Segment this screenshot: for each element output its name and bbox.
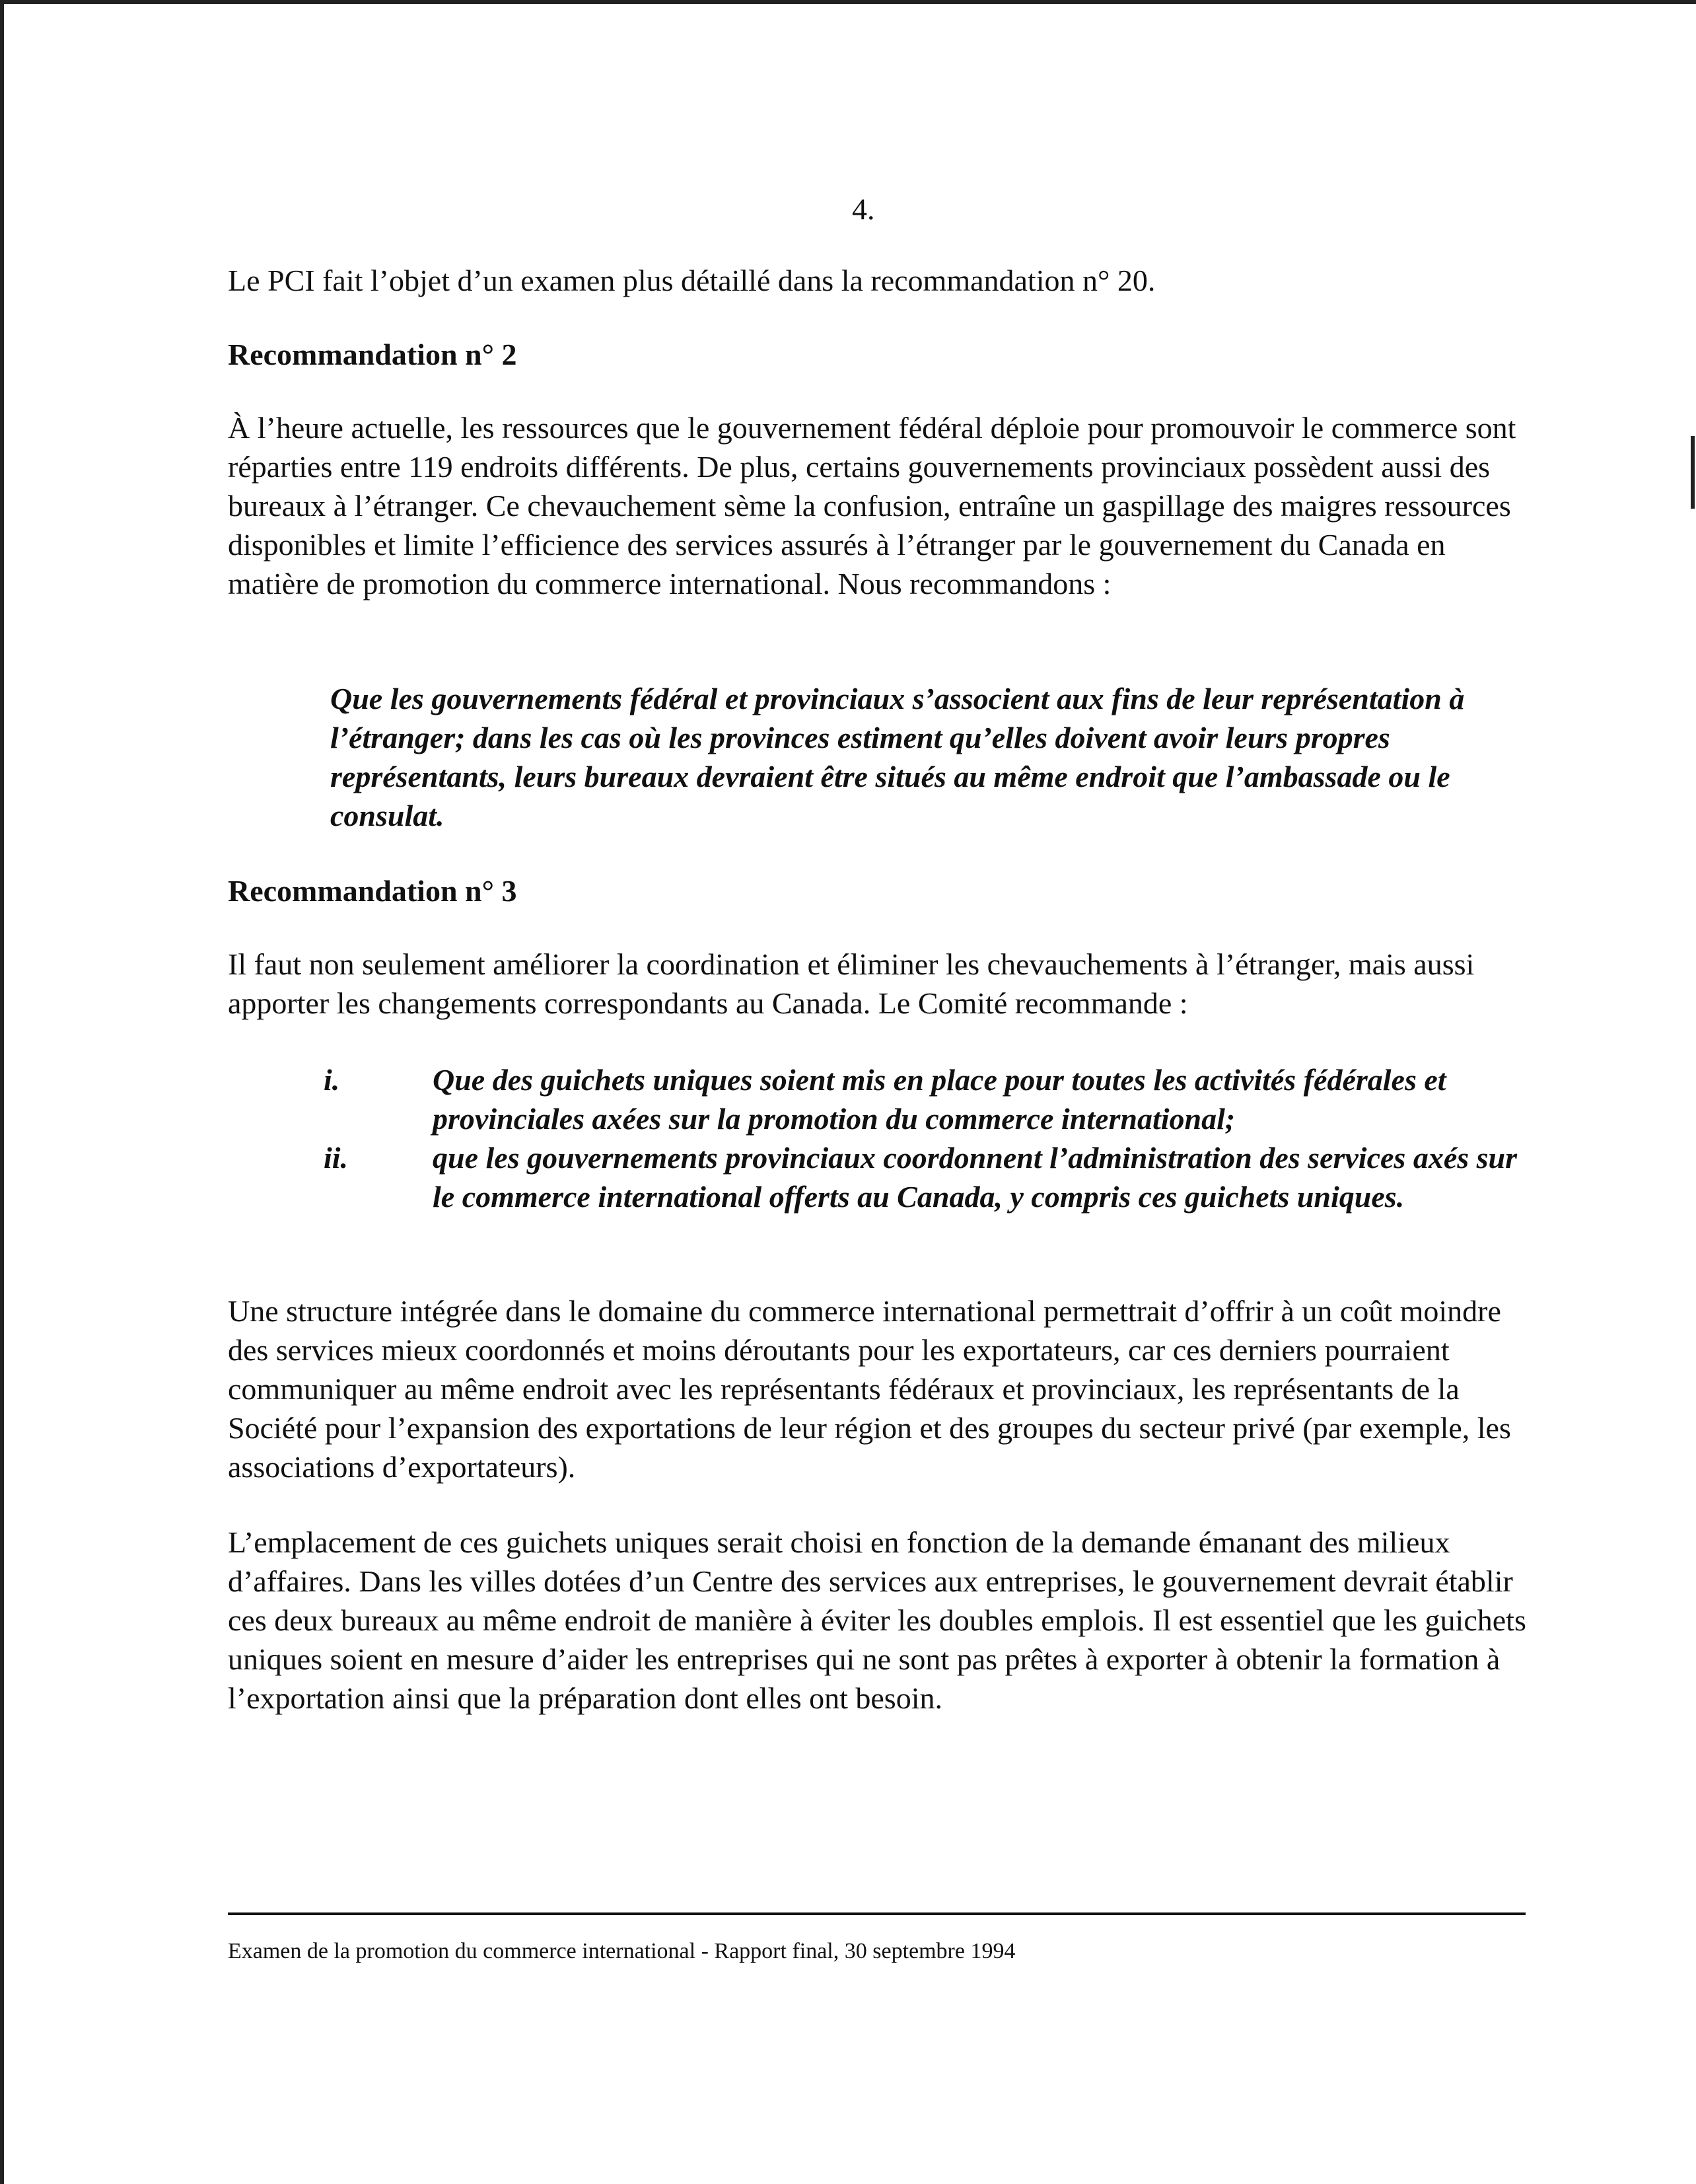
footer-citation: Examen de la promotion du commerce international - Rapport final, 30 septembre 1994 bbox=[228, 1939, 1016, 1963]
footer-divider bbox=[228, 1912, 1526, 1915]
recommendation-2-body: À l’heure actuelle, les ressources que le gouvernement fédéral déploie pour promouvoir le commerce sont réparties entre 119 endroits différents. De plus, certains gouvernements provinciaux possèdent aussi des bureaux à l’étranger. Ce chevauchement sème la confusion, entraîne un gaspillage des maigres ressources disponibles et limite l’efficience des services assurés à l’étranger par le gouvernement du Canada en matière de promotion du commerce international. Nous recommandons : bbox=[228, 411, 1516, 601]
recommendation-3-heading: Recommandation n° 3 bbox=[228, 874, 517, 908]
one-stop-location-paragraph: L’emplacement de ces guichets uniques serait choisi en fonction de la demande émanant des milieux d’affaires. Dans les villes dotées d’un Centre des services aux entreprises, le gouvernement devrait établir ces deux bureaux au même endroit de manière à éviter les doubles emplois. Il est essentiel que les guichets uniques soient en mesure d’aider les entreprises qui ne sont pas prêtes à exporter à obtenir la formation à l’exportation ainsi que la préparation dont elles ont besoin. bbox=[228, 1525, 1526, 1715]
list-marker: ii. bbox=[324, 1141, 349, 1175]
scan-mark-right bbox=[1691, 436, 1695, 509]
page-number: 4. bbox=[852, 192, 875, 226]
intro-paragraph: Le PCI fait l’objet d’un examen plus détaillé dans la recommandation n° 20. bbox=[228, 264, 1156, 297]
scan-border-left bbox=[0, 0, 4, 2184]
list-item-text: que les gouvernements provinciaux coordonnent l’administration des services axés sur le commerce international offerts au Canada, y compris ces guichets uniques. bbox=[433, 1141, 1518, 1214]
integrated-structure-paragraph: Une structure intégrée dans le domaine du commerce international permettrait d’offrir à un coût moindre des services mieux coordonnés et moins déroutants pour les exportateurs, car ces derniers pourraient communiquer au même endroit avec les représentants fédéraux et provinciaux, les représentants de la Société pour l’expansion des exportations de leur région et des groupes du secteur privé (par exemple, les associations d’exportateurs). bbox=[228, 1294, 1511, 1484]
scan-border-top bbox=[0, 0, 1696, 4]
list-item-text: Que des guichets uniques soient mis en place pour toutes les activités fédérales et provinciales axées sur la promotion du commerce international; bbox=[433, 1063, 1446, 1136]
recommendation-3-body: Il faut non seulement améliorer la coordination et éliminer les chevauchements à l’étranger, mais aussi apporter les changements correspondants au Canada. Le Comité recommande : bbox=[228, 947, 1475, 1020]
recommendation-2-heading: Recommandation n° 2 bbox=[228, 338, 517, 371]
recommendation-2-text: Que les gouvernements fédéral et provinciaux s’associent aux fins de leur représentation à l’étranger; dans les cas où les provinces estiment qu’elles doivent avoir leurs propres représentants, leurs bureaux devraient être situés au même endroit que l’ambassade ou le consulat. bbox=[330, 682, 1465, 832]
list-marker: i. bbox=[324, 1063, 340, 1097]
